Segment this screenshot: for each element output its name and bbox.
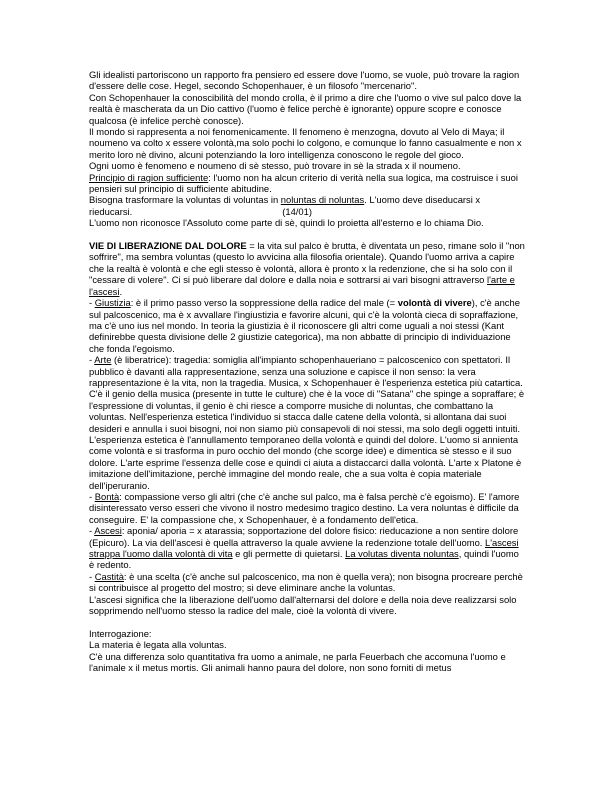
intro-paragraph-conoscibilita: Con Schopenhauer la conoscibilità del mondo crolla, è il primo a dire che l'uomo o vive sul palco dove la realtà è mascherata da un Dio cattivo (l'uomo è felice perchè è ignorante) oppure scopre e conosce qualcosa (è infelice perchè conosce). bbox=[89, 91, 522, 126]
list-item-giustizia: - Giustizia: è il primo passo verso la soppressione della radice del male (= volontà di vivere), c'è anche sul palcoscenico, ma è x avvallare l'ingiustizia e favorire alcuni, qui c'è la volontà cieca di sopraffazione, ma c'è uno ius nel mondo. In teoria la giustizia è il riconoscere gli altri come uguali a noi stessi (Kant definirebbe questa divisione delle 2 giustizie categorica), ma non abbatte di principio di individuazione che fonda l'egoismo. bbox=[89, 297, 520, 354]
giustizia-label: Giustizia bbox=[94, 297, 131, 309]
giustizia-bold: volontà di vivere bbox=[397, 297, 472, 309]
intro-paragraph-noumeno: Ogni uomo è fenomeno e noumeno di sè stesso, può trovare in sè la strada x il noumeno. bbox=[89, 160, 461, 172]
section-heading-vie: VIE DI LIBERAZIONE DAL DOLORE bbox=[89, 240, 247, 252]
interrogazione-line-2: C'è una differenza solo quantitativa fra uomo a animale, ne parla Feuerbach che accomuna l'uomo e l'animale x il metus mortis. Gli animali hanno paura del dolore, non sono forniti di metus bbox=[89, 650, 506, 674]
list-item-ascesi: - Ascesi: aponia/ aporia = x atarassia; sopportazione del dolore fisico: rieducazione a non sentire dolore (Epicuro). La via dell'ascesi è quella attraverso la quale avviene la redenzione totale dell'uomo. L'ascesi strappa l'uomo dalla volontà di vita e gli permette di quietarsi. La volutas diventa noluntas, quindi l'uomo è redento. bbox=[89, 525, 519, 571]
ragion-sufficiente-label: Principio di ragion sufficiente bbox=[89, 171, 209, 183]
noluntas-underlined: noluntas di noluntas bbox=[280, 194, 365, 206]
ragion-sufficiente-text: : l'uomo non ha alcun criterio di verità nella sua logica, ma costruisce i suoi pensieri sul principio di sufficiente abitudine. bbox=[89, 171, 518, 195]
interrogazione-title: Interrogazione: bbox=[89, 627, 152, 639]
giustizia-text-b: ), c'è anche sul palcoscenico, ma è x avvallare l'ingiustizia e favorire alcuni, qui c'è la volontà cieca di sopraffazione, ma c'è uno ius nel mondo. In teoria la giustizia è il riconoscere gli altri come uguali a noi stessi (Kant definirebbe questa divisione delle 2 giustizie categorica), ma non abbatte di principio di individuazione che fonda l'egoismo. bbox=[89, 297, 520, 354]
spacer bbox=[89, 229, 525, 240]
vie-intro-paragraph bbox=[89, 240, 525, 297]
intro-paragraph-assoluto: L'uomo non riconosce l'Assoluto come parte di sè, quindi lo proietta all'esterno e lo chiama Dio. bbox=[89, 217, 484, 229]
bonta-label: Bontà bbox=[94, 491, 120, 503]
interrogazione-line-1: La materia è legata alla voluntas. bbox=[89, 639, 227, 651]
arte-label: Arte bbox=[94, 354, 112, 366]
ascesi-label: Ascesi bbox=[94, 525, 122, 537]
ascesi-underlined-1: L'ascesi strappa l'uomo dalla volontà di vita bbox=[89, 536, 519, 560]
intro-paragraph-idealisti: Gli idealisti partoriscono un rapporto fra pensiero ed essere dove l'uomo, se vuole, può trovare la ragion d'essere delle cose. Hegel, secondo Schopenhauer, è un filosofo "mercenario". bbox=[89, 69, 520, 92]
closing-paragraph: L'ascesi significa che la liberazione dell'uomo dall'alternarsi del dolore e della noia deve realizzarsi solo sopprimendo nell'uomo stesso la radice del male, cioè la volontà di vivere. bbox=[89, 593, 517, 617]
list-item-castita: - Castità: è una scelta (c'è anche sul palcoscenico, ma non è quella vera); non bisogna procreare perchè si contribuisce al progetto del mostro; si deve eliminare anche la voluntas. bbox=[89, 570, 523, 594]
ascesi-underlined-2: La volutas diventa noluntas bbox=[345, 548, 459, 560]
noluntas-text-b: . L'uomo deve diseducarsi x rieducarsi. bbox=[89, 194, 481, 217]
list-item-arte: - Arte (è liberatrice): tragedia: somiglia all'impianto schopenhaueriano = palcoscenico con spettatori. Il pubblico è davanti alla rappresentazione, senza una soluzione e capisce il non senso: la vera rappresentazione è la vita, non la tragedia. Musica, x Schopenhauer è l'esperienza estetica più catartica. C'è il genio della musica (presente in tutte le culture) che è la voce di "Satana" che spinge a sopraffare; è l'espressione di voluntas, il genio è chi riesce a comporre musiche di noluntas, che combattano la voluntas. Nell'esperienza estetica l'individuo si stacca dalle catene della volontà, si allontana dai suoi desideri e annulla i suoi bisogni, noi non siamo più consapevoli di noi stessi, ma solo degli oggetti intuiti. L'esperienza estetica è l'annullamento temporaneo della volontà e quindi del dolore. L'uomo si annienta come volontà e si trasforma in puro occhio del mondo (che scorge idee) e dimentica sè stesso e il suo dolore. L'arte esprime l'essenza delle cose e quindi ci aiuta a distaccarci dalla volontà. L'arte x Platone è imitazione dell'imitazione, perchè immagine del mondo reale, che a sua volta è copia materiale dell'iperuranio. bbox=[89, 354, 525, 491]
document-page bbox=[89, 69, 525, 674]
vie-intro-text-a: = la vita sul palco è brutta, è diventata un peso, rimane solo il "non soffrire", ma sembra voluntas (questo lo avvicina alla filosofia orientale). Quando l'uomo arriva a capire che la realtà è volontà e che egli stesso è volontà, allora è pronto x la redenzione, che si ha solo con il "cessare di volere". Ci si può liberare dal dolore e dalla noia e sottrarsi ai vari bisogni attraverso bbox=[89, 240, 525, 286]
spacer bbox=[89, 616, 525, 627]
intro-paragraph-ragion-sufficiente bbox=[89, 172, 525, 195]
ascesi-text-a: : aponia/ aporia = x atarassia; sopportazione del dolore fisico: rieducazione a non sentire dolore (Epicuro). La via dell'ascesi è quella attraverso la quale avviene la redenzione totale dell'uomo. bbox=[89, 525, 519, 548]
intro-paragraph-noluntas bbox=[89, 194, 525, 217]
castita-text: : è una scelta (c'è anche sul palcoscenico, ma non è quella vera); non bisogna procreare perchè si contribuisce al progetto del mostro; si deve eliminare anche la voluntas. bbox=[89, 570, 523, 594]
bonta-text: : compassione verso gli altri (che c'è anche sul palco, ma è falsa perchè c'è egoismo). E' l'amore disinteressato verso esseri che vivono il nostro medesimo tragico destino. La vera noluntas è difficile da conseguire. E' la compassione che, x Schopenhauer, è a fondamento dell'etica. bbox=[89, 491, 520, 525]
ascesi-text-c: , quindi l'uomo è redento. bbox=[89, 548, 519, 571]
vie-intro-text-b: . bbox=[119, 285, 123, 297]
castita-label: Castità bbox=[94, 570, 124, 582]
arte-text: (è liberatrice): tragedia: somiglia all'impianto schopenhaueriano = palcoscenico con spettatori. Il pubblico è davanti alla rappresentazione, senza una soluzione e capisce il non senso: la vera rappresentazione è la vita, non la tragedia. Musica, x Schopenhauer è l'esperienza estetica più catartica. C'è il genio della musica (presente in tutte le culture) che è la voce di "Satana" che spinge a sopraffare; è l'espressione di voluntas, il genio è chi riesce a comporre musiche di noluntas, che combattano la voluntas. Nell'esperienza estetica l'individuo si stacca dalle catene della volontà, si allontana dai suoi desideri e annulla i suoi bisogni, noi non siamo più consapevoli di noi stessi, ma solo degli oggetti intuiti. L'esperienza estetica è l'annullamento temporaneo della volontà e quindi del dolore. L'uomo si annienta come volontà e si trasforma in puro occhio del mondo (che scorge idee) e dimentica sè stesso e il suo dolore. L'arte esprime l'essenza delle cose e quindi ci aiuta a distaccarci dalla volontà. L'arte x Platone è imitazione dell'imitazione, perchè immagine del mondo reale, che a sua volta è copia materiale dell'iperuranio. bbox=[89, 354, 525, 491]
intro-paragraph-fenomeno: Il mondo si rappresenta a noi fenomenicamente. Il fenomeno è menzogna, dovuto al Velo di Maya; il noumeno va colto x essere volontà,ma solo pochi lo colgono, e comunque lo fanno casualmente e non x merito loro nè divino, alcuni potenziando la loro intelligenza conoscono le regole del gioco. bbox=[89, 126, 522, 160]
noluntas-text-a: Bisogna trasformare la voluntas di voluntas in bbox=[89, 194, 281, 206]
giustizia-text-a: : è il primo passo verso la soppressione della radice del male (= bbox=[130, 297, 398, 309]
list-item-bonta: - Bontà: compassione verso gli altri (che c'è anche sul palco, ma è falsa perchè c'è egoismo). E' l'amore disinteressato verso esseri che vivono il nostro medesimo tragico destino. La vera noluntas è difficile da conseguire. E' la compassione che, x Schopenhauer, è a fondamento dell'etica. bbox=[89, 491, 520, 525]
lesson-date: (14/01) bbox=[282, 205, 312, 217]
ascesi-text-b: e gli permette di quietarsi. bbox=[232, 548, 346, 560]
vie-intro-underlined: l'arte e l'ascesi bbox=[89, 274, 515, 297]
